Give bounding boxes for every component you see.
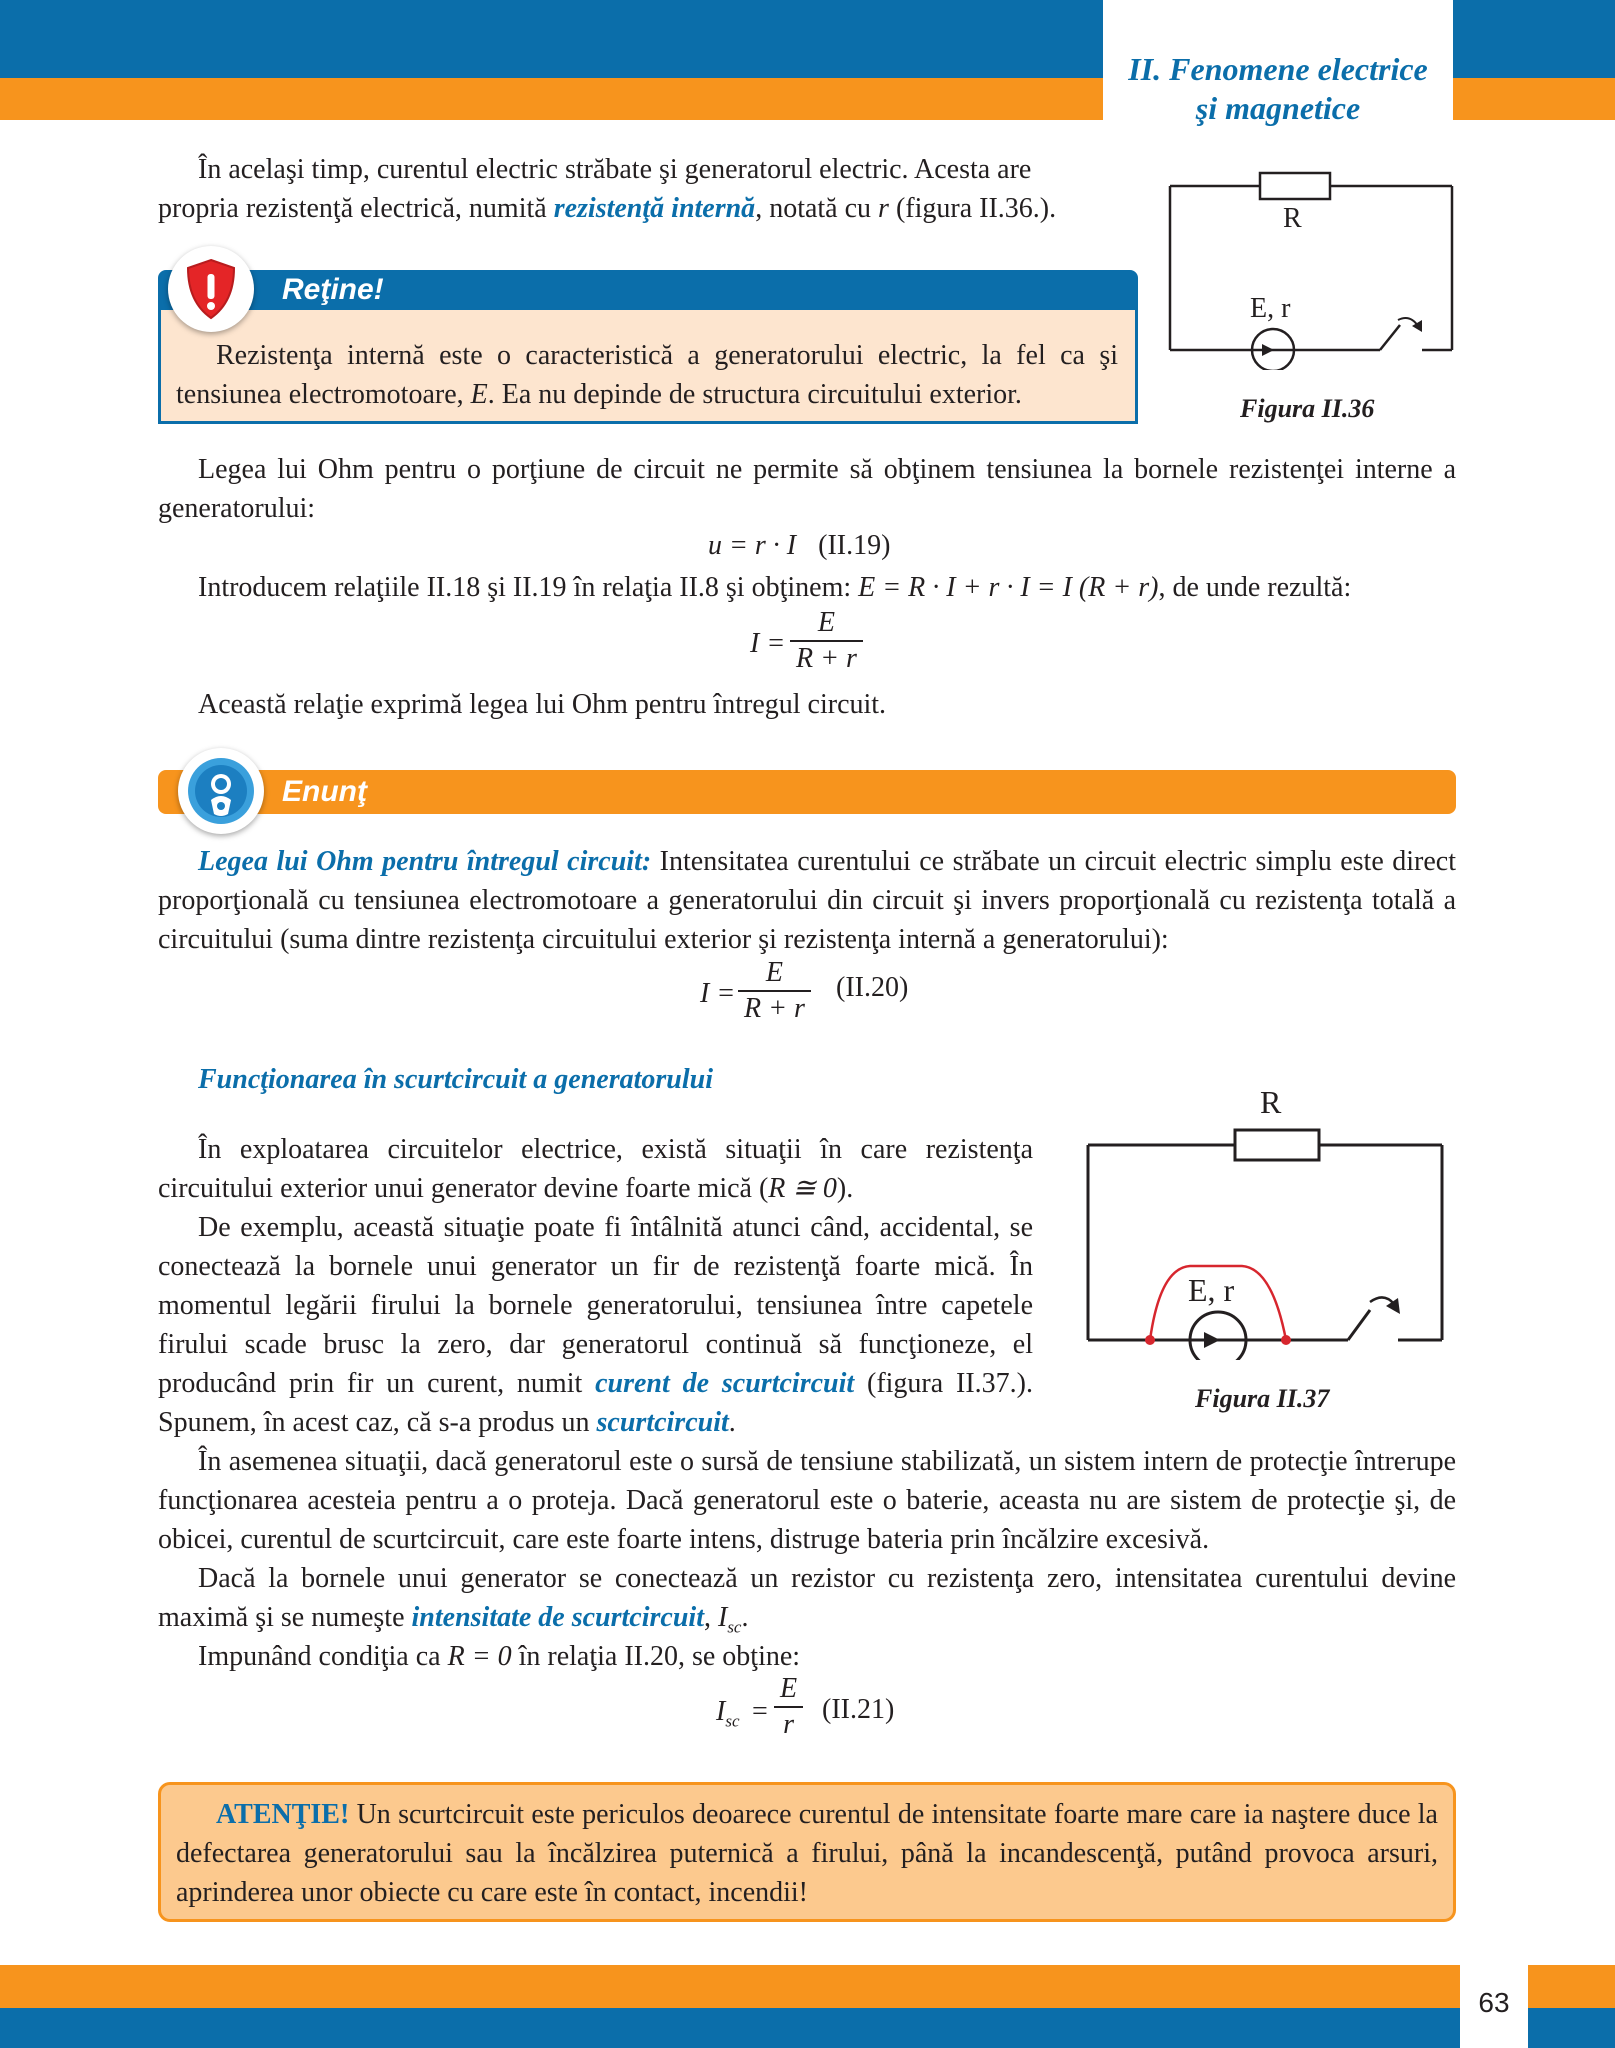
atentie-text: ATENŢIE! Un scurtcircuit este periculos deoarece curentul de intensitate foarte mare care ia naştere duce la defectarea generatorului sau la încălzirea puternică a firului, până la incandescenţă, putând provoca arsuri, aprinderea unor obiecte cu care este în contact, incendii! [176,1799,1438,1908]
figure-ii36-label-er: E, r [1250,293,1291,324]
short-circuit-p3: În asemenea situaţii, dacă generatorul este o sursă de tensiune stabilizată, un sistem intern de protecţie întrerupe funcţionarea acesteia pentru a o proteja. Dacă generatorul este o baterie, aceasta nu are sistem de protecţie şi, de obicei, curentul de scurtcircuit, care este foarte intens, distruge bateria prin încălzire excesivă. [158,1446,1456,1555]
relations-paragraph: Introducem relaţiile II.18 şi II.19 în relaţia II.8 şi obţinem: E = R · I + r · I = I (R + r), de unde rezultă: [198,572,1352,603]
formula-ii21-lhs: $I_{sc}$ [716,1696,740,1731]
formula-ii20-ref: (II.20) [836,972,909,1003]
figure-ii36-caption: Figura II.36 [1240,394,1375,423]
figure-ii36-label-r: R [1283,203,1302,234]
formula-ii20-fraction: E R + r [738,956,811,1026]
formula-ii21-ref: (II.21) [822,1694,895,1725]
chapter-title-line2: şi magnetice [1195,90,1361,126]
warning-shield-icon [168,246,254,332]
page-number: 63 [1460,1965,1528,2048]
enunt-title: Enunţ [282,775,367,808]
figure-ii37-caption: Figura II.37 [1195,1384,1330,1413]
chapter-title-line1: II. Fenomene electrice [1128,51,1428,87]
formula-ii19: u = r · I (II.19) [708,530,891,561]
retine-icon-circle [168,246,254,332]
enunt-term: Legea lui Ohm pentru întregul circuit: [198,846,652,877]
figure-ii37-label-r: R [1260,1084,1282,1120]
footer-band-blue [0,2008,1615,2048]
atentie-lead: ATENŢIE! [216,1799,350,1830]
intro-paragraph: În acelaşi timp, curentul electric străbate şi generatorul electric. Acesta are propria rezistenţă electrică, numită rezistenţă internă, notată cu r (figura II.36.). [158,154,1057,224]
chapter-title [1103,0,1453,124]
formula-current-fraction: E R + r [790,606,863,676]
enunt-icon-circle [178,748,264,834]
formula-ii21-eq: = [752,1696,768,1727]
term-internal-resistance: rezistenţă internă [553,193,756,224]
figure-ii36-circuit [1160,160,1460,370]
short-circuit-heading: Funcţionarea în scurtcircuit a generatorului [198,1064,713,1095]
retine-text: Rezistenţa internă este o caracteristică a generatorului electric, la fel ca şi tensiunea electromotoare, E. Ea nu depinde de structura circuitului exterior. [176,340,1118,410]
figure-ii37-circuit [1080,1100,1460,1360]
formula-ii21-fraction: E r [774,1672,803,1742]
term-short-circuit-current: curent de scurtcircuit [595,1368,855,1399]
ohm-whole-paragraph: Această relaţie exprimă legea lui Ohm pentru întregul circuit. [198,689,887,720]
retine-title: Reţine! [282,273,384,306]
enunt-paragraph: Legea lui Ohm pentru întregul circuit: Intensitatea curentului ce străbate un circuit electric simplu este direct proporţională cu tensiunea electromotoare a generatorului din circuit şi invers proporţională cu rezistenţa totală a circuitului (suma dintre rezistenţa circuitului exterior şi rezistenţa internă a generatorului): [158,846,1456,955]
ohm-portion-paragraph: Legea lui Ohm pentru o porţiune de circuit ne permite să obţinem tensiunea la bornele rezistenţei interne a generatorului: [158,454,1456,524]
figure-ii37-label-er: E, r [1188,1272,1235,1308]
short-circuit-p5: Impunând condiţia ca R = 0 în relaţia II.20, se obţine: [198,1641,801,1672]
speaker-icon [178,748,264,834]
term-short-circuit: scurtcircuit [596,1407,729,1438]
short-circuit-p2: De exemplu, această situaţie poate fi întâlnită atunci când, accidental, se conectează la bornele unui generator un fir de rezistenţă foarte mică. În momentul legării firului la bornele generatorului, tensiunea între capetele firului scade brusc la zero, dar generatorul continuă să funcţioneze, el producând prin fir un curent, numit curent de scurtcircuit (figura II.37.). Spunem, în acest caz, că s-a produs un scurtcircuit. [158,1212,1034,1438]
term-short-circuit-intensity: intensitate de scurtcircuit [411,1602,704,1633]
short-circuit-p4: Dacă la bornele unui generator se conectează un rezistor cu rezistenţa zero, intensitatea curentului devine maximă şi se numeşte intensitate de scurtcircuit, $I_{sc}$. [158,1563,1456,1637]
footer-band-orange [0,1965,1615,2008]
short-circuit-p1: În exploatarea circuitelor electrice, există situaţii în care rezistenţa circuitului exterior unui generator devine foarte mică (R ≅ 0). [158,1134,1033,1204]
formula-current-lhs: I = [750,628,786,659]
formula-ii20-lhs: I = [700,978,736,1009]
